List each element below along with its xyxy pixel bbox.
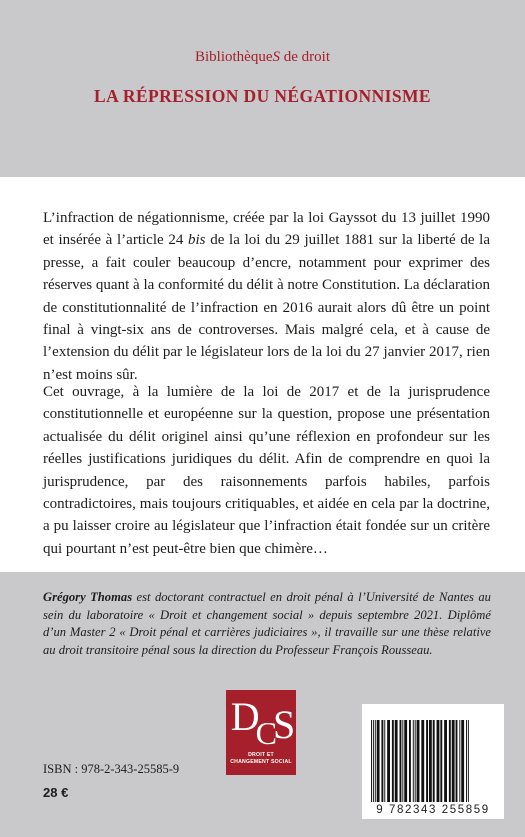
logo-monogram: $D_CS$ — [230, 694, 292, 751]
barcode-bar — [375, 720, 376, 802]
book-title: LA RÉPRESSION DU NÉGATIONNISME — [94, 86, 431, 106]
barcode-bar — [417, 720, 420, 802]
barcode-bar — [456, 720, 458, 802]
barcode-bar — [413, 720, 414, 802]
barcode-bar — [444, 720, 447, 802]
barcode-bar — [468, 720, 469, 802]
barcode-bar — [377, 720, 380, 802]
barcode-bar — [437, 720, 440, 802]
price: 28 € — [43, 785, 69, 800]
barcode-bar — [452, 720, 455, 802]
barcode-bars — [369, 720, 497, 802]
summary-paragraph-1: L’infraction de négationnisme, créée par la loi Gayssot du 13 juillet 1990 et insérée à l’article 24 bis de la loi du 29 juillet 1881 sur la liberté de la presse, a fait couler beaucoup d’encre, notamment pour exprimer des réserves quant à la conformité du délit à notre Constitution. La déclaration de constitutionnalité de l’infraction en 2016 aurait alors dû être un point final à vingt-six ans de controverses. Mais malgré cela, et à cause de l’extension du délit par le législateur lors de la loi du 27 janvier 2017, rien n’est moins sûr. — [43, 210, 490, 383]
barcode-bar — [371, 720, 372, 802]
barcode-bar — [449, 720, 451, 802]
barcode-bar — [433, 720, 435, 802]
barcode-bar — [387, 720, 390, 802]
barcode-number: 9 782343 255859 — [376, 804, 490, 816]
barcode-bar — [395, 720, 398, 802]
series-name: BibliothèqueS de droit — [195, 49, 330, 65]
barcode-bar — [426, 720, 428, 802]
barcode-bar — [415, 720, 416, 802]
barcode-bar — [381, 720, 383, 802]
author-bio: Grégory Thomas est doctorant contractuel en droit pénal à l’Université de Nantes au sein du laboratoire « Droit et changement social » depuis septembre 2021. Diplômé d’un Master 2 « Droit pénal et carrières judiciaires », il travaille sur une thèse relative au droit transitoire pénal sous la direction du Professeur François Rousseau. — [43, 590, 491, 657]
barcode-bar — [440, 720, 442, 802]
barcode-bar — [466, 720, 467, 802]
barcode-bar — [392, 720, 394, 802]
barcode-bar — [409, 720, 411, 802]
barcode-bar — [461, 720, 464, 802]
barcode-bar — [429, 720, 432, 802]
barcode-bar — [402, 720, 403, 802]
barcode-bar — [373, 720, 374, 802]
author-name: Grégory Thomas — [43, 590, 133, 604]
barcode-bar — [400, 720, 402, 802]
barcode-bar — [384, 720, 385, 802]
barcode — [362, 704, 504, 819]
barcode-bar — [459, 720, 460, 802]
logo-caption: DROIT ET CHANGEMENT SOCIAL — [230, 752, 292, 765]
summary-paragraph-2: Cet ouvrage, à la lumière de la loi de 2017 et de la jurisprudence constitutionnelle et européenne sur la question, propose une présentation actualisée du délit originel ainsi qu’une réflexion en profondeur sur les réelles justifications juridiques du délit. Afin de comprendre en quoi la jurisprudence, par des raisonnements parfois habiles, parfois contradictoires, mais toujours critiquables, et aidée en cela par la doctrine, a pu laisser croire au législateur que l’infraction était fondée sur un critère qui pourtant n’est peut-être bien que chimère… — [43, 384, 490, 557]
publisher-logo — [226, 690, 296, 775]
barcode-bar — [421, 720, 424, 802]
barcode-bar — [404, 720, 407, 802]
isbn: ISBN : 978-2-343-25585-9 — [43, 762, 180, 776]
